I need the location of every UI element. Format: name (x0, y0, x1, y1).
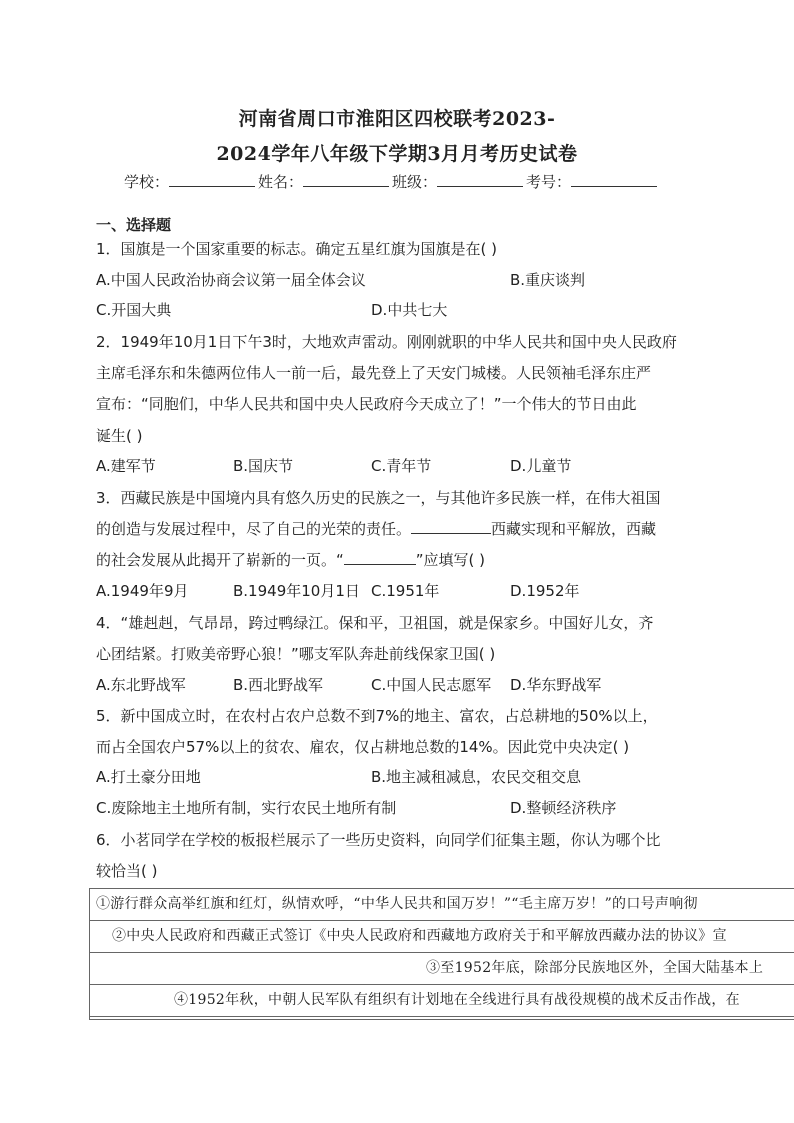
school-blank[interactable] (169, 171, 255, 187)
q3-option-a[interactable]: A.1949年9月 (96, 582, 189, 600)
exam-title-line1: 河南省周口市淮阳区四校联考2023- (238, 108, 556, 130)
q2-option-c[interactable]: C.青年节 (371, 457, 432, 475)
q2-option-d[interactable]: D.儿童节 (510, 457, 572, 475)
q4-stem-line2: 心团结紧。打败美帝野心狼！”哪支军队奔赴前线保家卫国( ) (96, 645, 496, 663)
name-blank[interactable] (303, 171, 389, 187)
q2-stem-line1: 2．1949年10月1日下午3时，大地欢声雷动。刚刚就职的中华人民共和国中央人民政府 (96, 333, 677, 351)
q5-option-c[interactable]: C.废除地主土地所有制，实行农民土地所有制 (96, 799, 397, 817)
q1-stem: 1．国旗是一个国家重要的标志。确定五星红旗为国旗是在( ) (96, 240, 498, 258)
q3-stem-line2-tail: 西藏实现和平解放，西藏 (491, 520, 657, 538)
q1-option-d[interactable]: D.中共七大 (371, 301, 448, 319)
q5-stem-line1: 5．新中国成立时，在农村占农户总数不到7%的地主、富农，占总耕地的50%以上， (96, 707, 658, 725)
history-material-table (89, 888, 794, 1020)
q4-option-a[interactable]: A.东北野战军 (96, 676, 186, 694)
q2-option-b[interactable]: B.国庆节 (233, 457, 294, 475)
exam-title-line2: 2024学年八年级下学期3月月考历史试卷 (216, 143, 578, 165)
q3-option-d[interactable]: D.1952年 (510, 582, 580, 600)
q5-option-b[interactable]: B.地主减租减息，农民交租交息 (371, 768, 582, 786)
material-row-3-text: ③至1952年底，除部分民族地区外，全国大陆基本上 (426, 960, 764, 976)
q4-option-d[interactable]: D.华东野战军 (510, 676, 602, 694)
material-row-2-text: ②中央人民政府和西藏正式签订《中央人民政府和西藏地方政府关于和平解放西藏办法的协议》宣 (112, 928, 727, 944)
class-blank[interactable] (437, 171, 523, 187)
material-row-4 (90, 985, 794, 1017)
exam-number-label: 考号： (526, 173, 572, 191)
q3-stem-line3 (96, 550, 485, 570)
material-row-4-text: ④1952年秋，中朝人民军队有组织有计划地在全线进行具有战役规模的战术反击作战，在 (174, 992, 740, 1008)
q2-option-a[interactable]: A.建军节 (96, 457, 156, 475)
q3-option-b[interactable]: B.1949年10月1日 (233, 582, 360, 600)
q4-option-b[interactable]: B.西北野战军 (233, 676, 324, 694)
q3-stem-line2-text: 的创造与发展过程中，尽了自己的光荣的责任。 (96, 520, 412, 538)
name-label: 姓名： (258, 173, 304, 191)
q6-stem-line1: 6．小茗同学在学校的板报栏展示了一些历史资料，向同学们征集主题，你认为哪个比 (96, 831, 661, 849)
material-row-1-text: ①游行群众高举红旗和红灯，纵情欢呼，“中华人民共和国万岁！”“毛主席万岁！”的口号声响彻 (96, 896, 698, 912)
q3-fill-blank-1 (411, 519, 491, 534)
q3-stem-line1: 3．西藏民族是中国境内具有悠久历史的民族之一，与其他许多民族一样，在伟大祖国 (96, 489, 661, 507)
q2-stem-line4: 诞生( ) (96, 427, 143, 445)
q4-stem-line1: 4．“雄赳赳，气昂昂，跨过鸭绿江。保和平，卫祖国，就是保家乡。中国好儿女，齐 (96, 614, 654, 632)
q3-stem-line3-text: 的社会发展从此揭开了崭新的一页。“ (96, 551, 344, 569)
q3-stem-line2 (96, 519, 656, 539)
q1-option-c[interactable]: C.开国大典 (96, 301, 172, 319)
q5-option-a[interactable]: A.打土豪分田地 (96, 768, 201, 786)
q1-option-a[interactable]: A.中国人民政治协商会议第一届全体会议 (96, 271, 366, 289)
material-row-1 (90, 889, 794, 921)
q5-option-d[interactable]: D.整顿经济秩序 (510, 799, 617, 817)
exam-number-blank[interactable] (571, 171, 657, 187)
q2-stem-line2: 主席毛泽东和朱德两位伟人一前一后，最先登上了天安门城楼。人民领袖毛泽东庄严 (96, 364, 652, 382)
section-heading: 一、选择题 (96, 216, 172, 234)
q2-stem-line3: 宣布：“同胞们，中华人民共和国中央人民政府今天成立了！”一个伟大的节日由此 (96, 395, 637, 413)
material-row-3 (90, 953, 794, 985)
q3-option-c[interactable]: C.1951年 (371, 582, 440, 600)
q5-stem-line2: 而占全国农户57%以上的贫农、雇农，仅占耕地总数的14%。因此党中央决定( ) (96, 738, 630, 756)
student-info-row (124, 171, 660, 192)
class-label: 班级： (392, 173, 438, 191)
q3-fill-blank-2 (344, 550, 416, 565)
q1-option-b[interactable]: B.重庆谈判 (510, 271, 586, 289)
school-label: 学校： (124, 173, 170, 191)
q6-stem-line2: 较恰当( ) (96, 862, 158, 880)
q4-option-c[interactable]: C.中国人民志愿军 (371, 676, 492, 694)
material-row-2 (90, 921, 794, 953)
q3-stem-line3-tail: ”应填写( ) (415, 551, 486, 569)
